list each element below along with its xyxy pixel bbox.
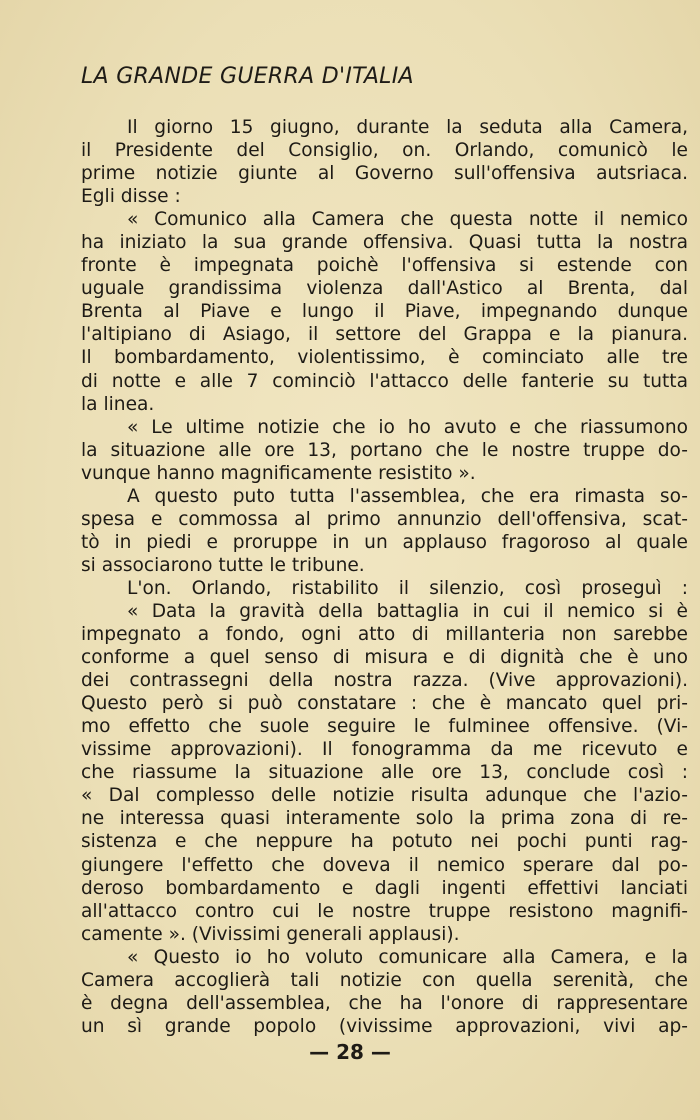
text-line: la situazione alle ore 13, portano che le nostre truppe do- bbox=[81, 439, 688, 461]
text-line: A questo puto tutta l'assemblea, che era rimasta so- bbox=[127, 485, 688, 507]
text-line: spesa e commossa al primo annunzio dell'offensiva, scat- bbox=[81, 508, 688, 530]
text-line: deroso bombardamento e dagli ingenti effettivi lanciati bbox=[81, 877, 688, 899]
text-line: il Presidente del Consiglio, on. Orlando, comunicò le bbox=[81, 140, 688, 162]
text-line: « Le ultime notizie che io ho avuto e che riassumono bbox=[127, 416, 688, 438]
text-line: è degna dell'assemblea, che ha l'onore di rappresentare bbox=[81, 992, 688, 1014]
text-line: uguale grandissima violenza dall'Astico al Brenta, dal bbox=[81, 278, 688, 300]
text-line: di notte e alle 7 cominciò l'attacco delle fanterie su tutta bbox=[81, 370, 688, 392]
text-line: fronte è impegnata poichè l'offensiva si estende con bbox=[81, 255, 688, 277]
text-line: Camera accoglierà tali notizie con quella serenità, che bbox=[81, 969, 688, 991]
text-line: « Comunico alla Camera che questa notte il nemico bbox=[127, 209, 688, 231]
text-line: sistenza e che neppure ha potuto nei pochi punti rag- bbox=[81, 831, 688, 853]
text-line: si associarono tutte le tribune. bbox=[81, 554, 365, 576]
text-line: ne interessa quasi interamente solo la prima zona di re- bbox=[81, 808, 688, 830]
text-line: « Questo io ho voluto comunicare alla Camera, e la bbox=[127, 946, 688, 968]
text-line: tò in piedi e proruppe in un applauso fragoroso al quale bbox=[81, 531, 688, 553]
text-line: vunque hanno magnificamente resistito ». bbox=[81, 462, 476, 484]
page-number: — 28 — bbox=[309, 1040, 391, 1064]
text-line: che riassume la situazione alle ore 13, conclude così : bbox=[81, 762, 688, 784]
text-line: Brenta al Piave e lungo il Piave, impegnando dunque bbox=[81, 301, 688, 323]
text-line: impegnato a fondo, ogni atto di millanteria non sarebbe bbox=[81, 624, 688, 646]
text-line: Il bombardamento, violentissimo, è cominciato alle tre bbox=[81, 347, 688, 369]
running-title: LA GRANDE GUERRA D'ITALIA bbox=[81, 64, 414, 89]
text-line: Egli disse : bbox=[81, 186, 181, 208]
text-line: L'on. Orlando, ristabilito il silenzio, così proseguì : bbox=[127, 577, 688, 599]
text-line: la linea. bbox=[81, 393, 155, 415]
text-line: l'altipiano di Asiago, il settore del Grappa e la pianura. bbox=[81, 324, 688, 346]
text-line: conforme a quel senso di misura e di dignità che è uno bbox=[81, 647, 688, 669]
text-line: all'attacco contro cui le nostre truppe resistono magnifi- bbox=[81, 900, 688, 922]
text-line: prime notizie giunte al Governo sull'offensiva autsriaca. bbox=[81, 163, 688, 185]
text-line: dei contrassegni della nostra razza. (Vive approvazioni). bbox=[81, 670, 688, 692]
text-line: mo effetto che suole seguire le fulminee offensive. (Vi- bbox=[81, 716, 688, 738]
text-line: camente ». (Vivissimi generali applausi). bbox=[81, 923, 460, 945]
text-line: Questo però si può constatare : che è mancato quel pri- bbox=[81, 693, 688, 715]
text-line: « Data la gravità della battaglia in cui il nemico si è bbox=[127, 600, 688, 622]
body-text bbox=[81, 116, 688, 1038]
text-line: « Dal complesso delle notizie risulta adunque che l'azio- bbox=[81, 785, 688, 807]
text-line: giungere l'effetto che doveva il nemico sperare dal po- bbox=[81, 854, 688, 876]
text-line: ha iniziato la sua grande offensiva. Quasi tutta la nostra bbox=[81, 232, 688, 254]
text-line: vissime approvazioni). Il fonogramma da me ricevuto e bbox=[81, 739, 688, 761]
text-line: un sì grande popolo (vivissime approvazioni, vivi ap- bbox=[81, 1015, 688, 1037]
text-line: Il giorno 15 giugno, durante la seduta alla Camera, bbox=[127, 117, 688, 138]
